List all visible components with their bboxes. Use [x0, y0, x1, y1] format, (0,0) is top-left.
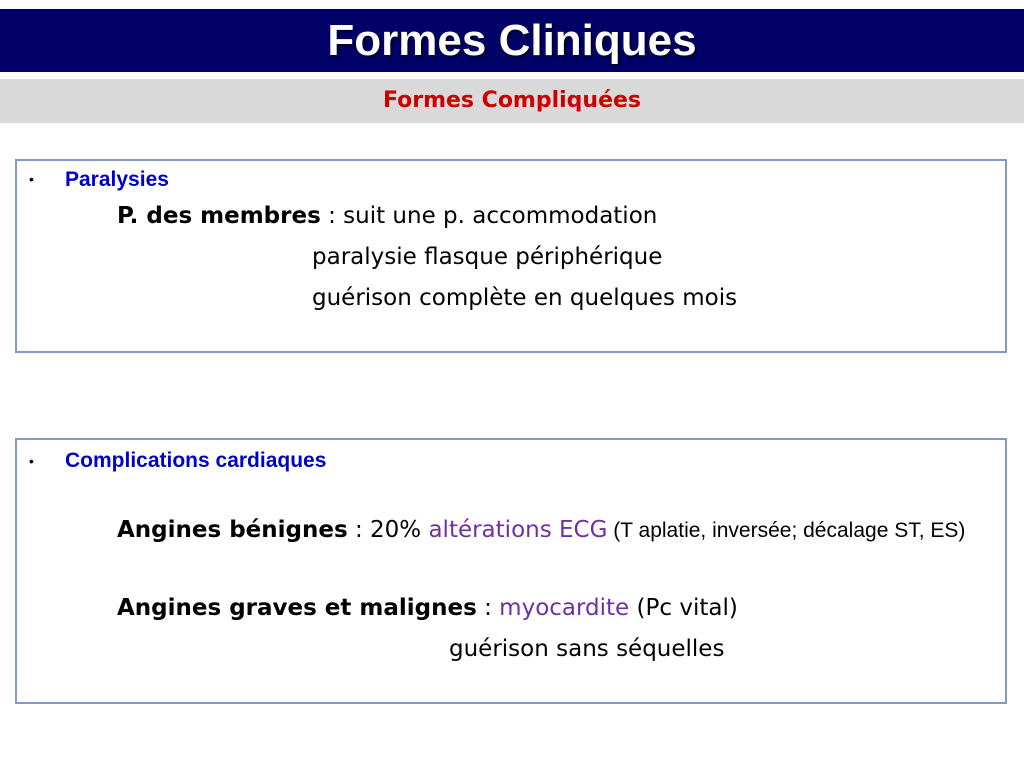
title-bar — [0, 9, 1024, 72]
pc-vital-text: (Pc vital) — [629, 595, 738, 621]
complications-line-3 — [449, 636, 724, 662]
ecg-detail-text: (T aplatie, inversée; décalage ST, ES) — [607, 519, 966, 542]
section-heading-complications: Complications cardiaques — [65, 449, 327, 472]
angines-graves-label: Angines graves et malignes — [117, 595, 477, 621]
alterations-ecg-text: altérations ECG — [428, 517, 608, 543]
paralysie-flasque-text: paralysie flasque périphérique — [312, 244, 663, 270]
section-heading-paralysies: Paralysies — [65, 168, 169, 191]
paralysies-line-1 — [117, 203, 657, 229]
membres-text: : suit une p. accommodation — [320, 203, 658, 229]
angines-benignes-label: Angines bénignes — [117, 517, 348, 543]
page-title: Formes Cliniques — [327, 16, 697, 65]
complications-line-1 — [117, 517, 965, 543]
guerison-sans-sequelles-text: guérison sans séquelles — [449, 636, 725, 662]
bullet-marker: • — [29, 453, 34, 469]
paralysies-line-2 — [312, 244, 662, 270]
paralysies-box — [15, 159, 1007, 353]
guerison-text: guérison complète en quelques mois — [312, 285, 738, 311]
paralysies-line-3 — [312, 285, 737, 311]
subtitle-bar — [0, 79, 1024, 123]
membres-label: P. des membres — [117, 203, 321, 229]
complications-box — [15, 438, 1007, 704]
bullet-marker: • — [29, 171, 34, 187]
myocardite-text: myocardite — [499, 595, 630, 621]
graves-separator: : — [476, 595, 500, 621]
complications-line-2 — [117, 595, 738, 621]
page-subtitle: Formes Compliquées — [382, 88, 642, 113]
benignes-percent: : 20% — [347, 517, 429, 543]
